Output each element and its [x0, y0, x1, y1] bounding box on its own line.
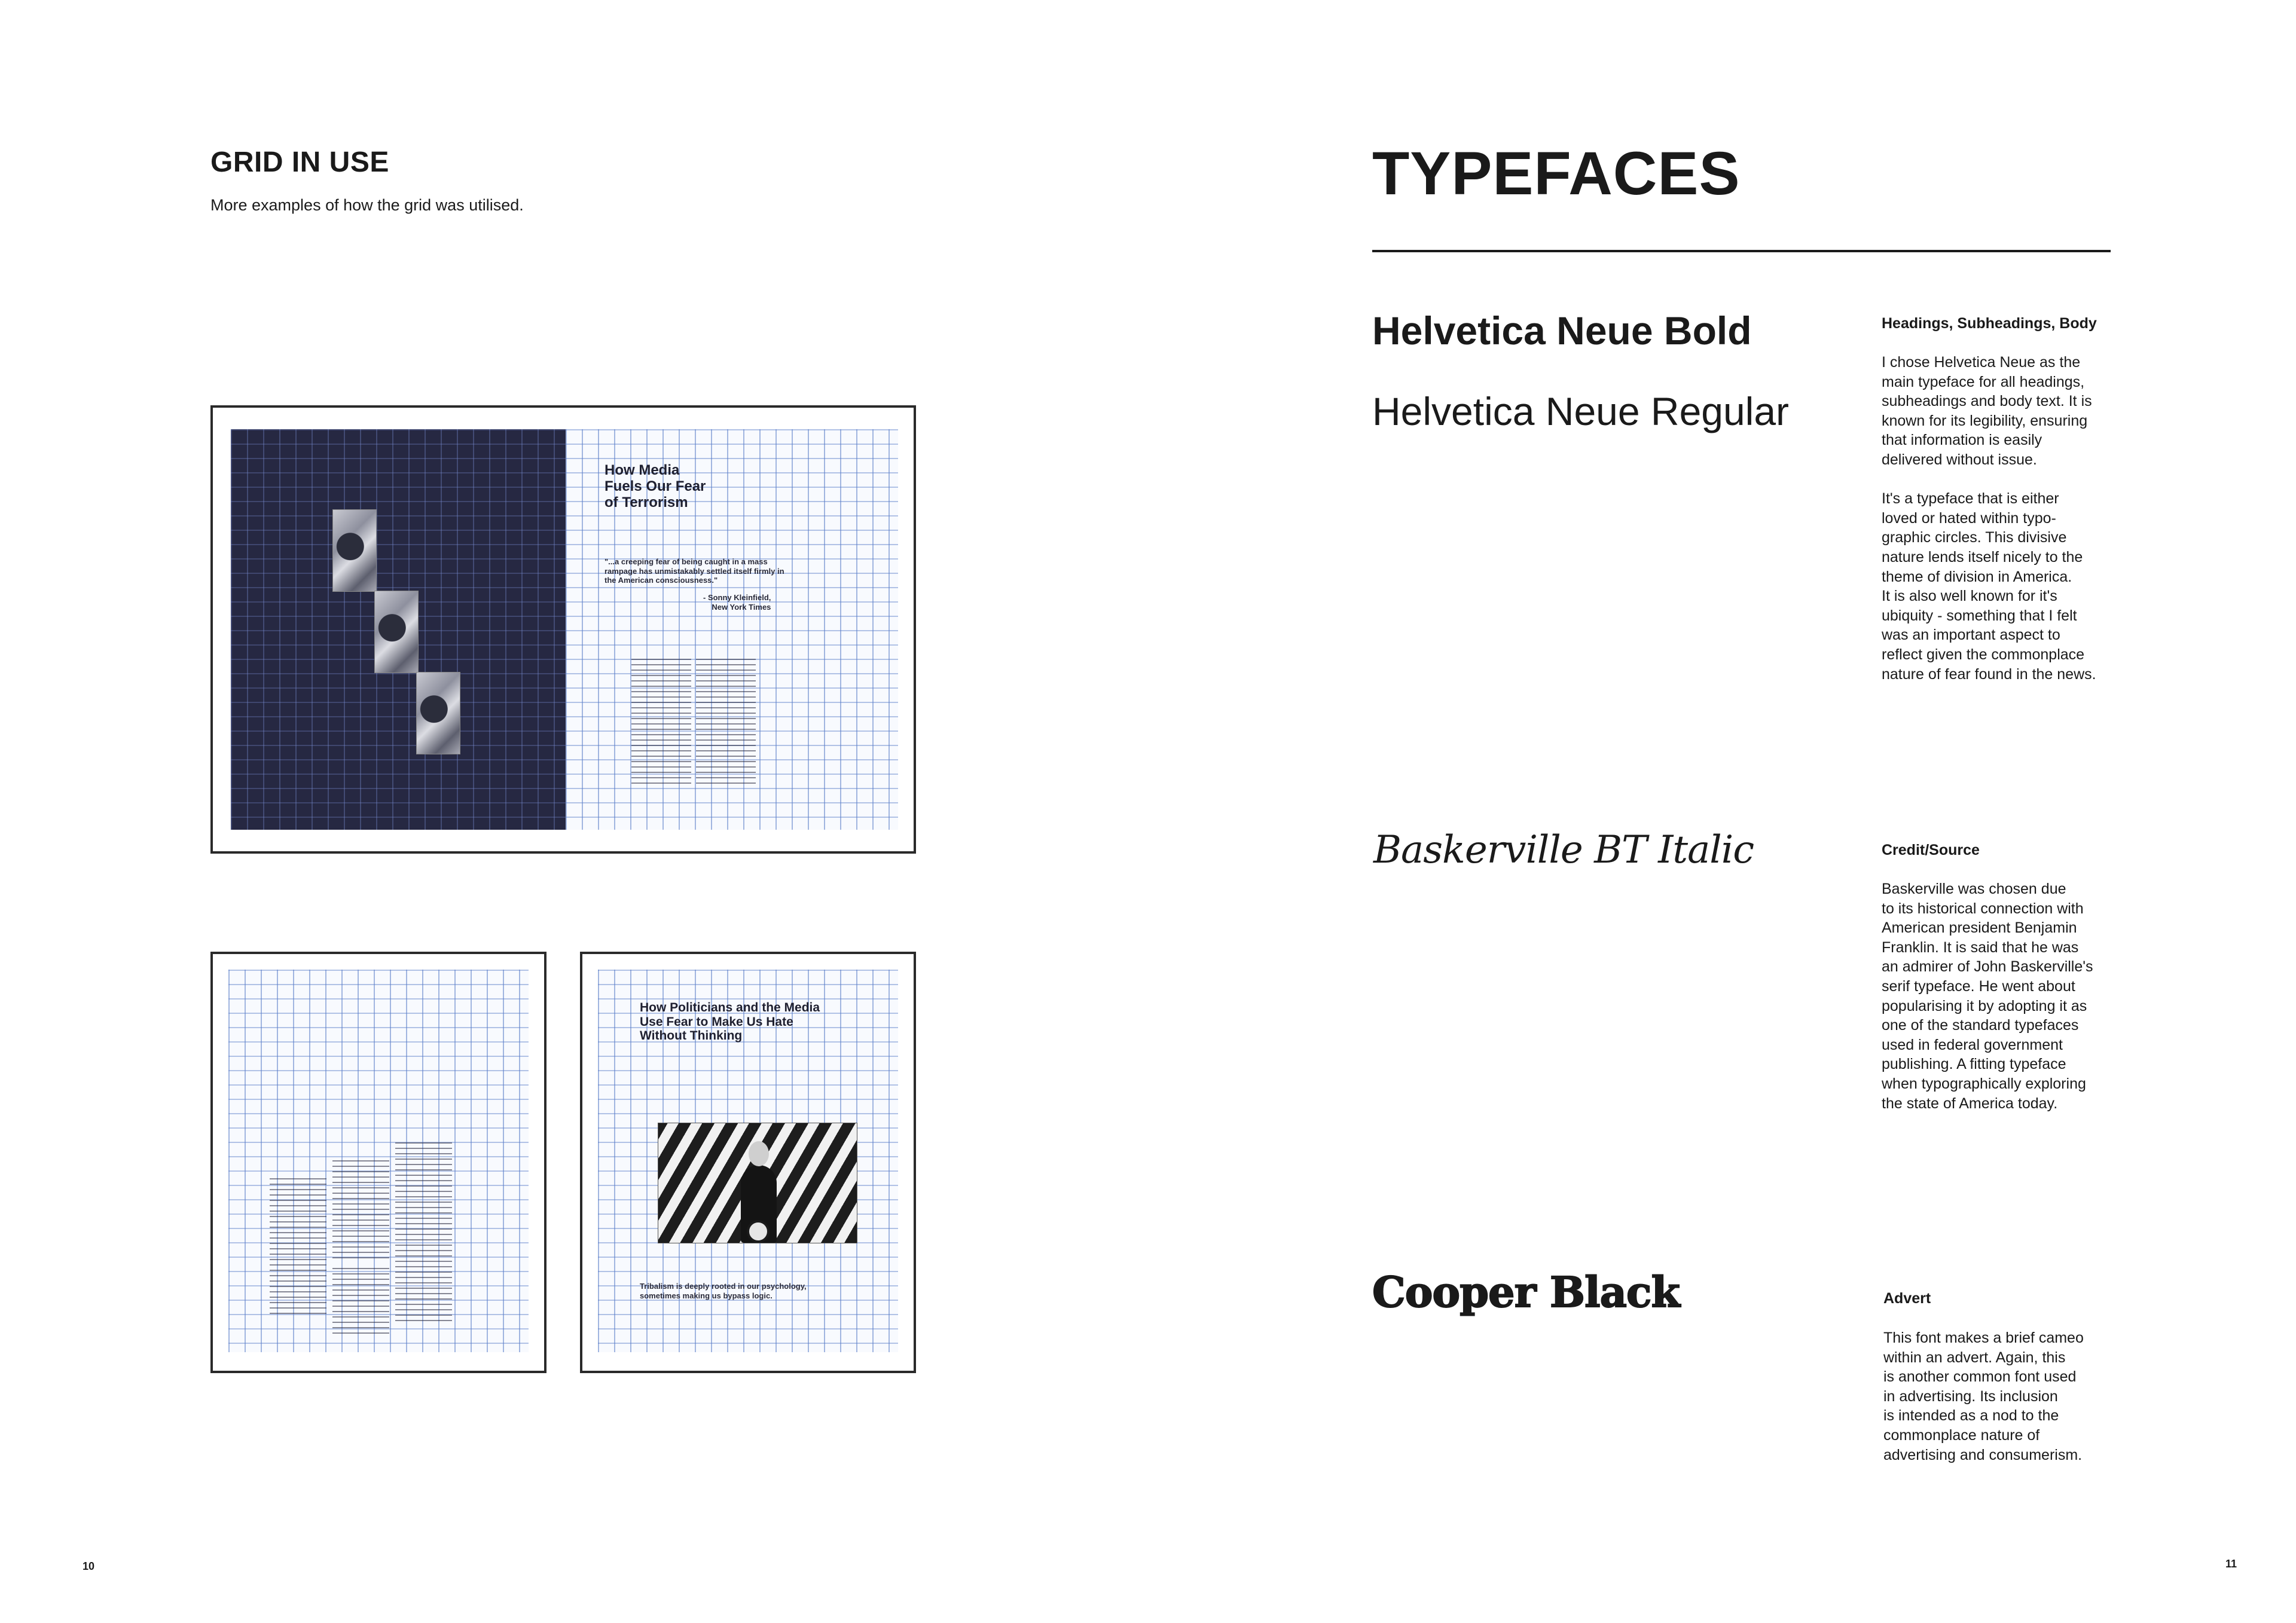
page-subtitle: More examples of how the grid was utilised.: [210, 196, 524, 214]
page-title-grid-in-use: GRID IN USE: [210, 146, 389, 178]
page-number-right: 11: [2225, 1558, 2237, 1570]
podium-seal: [747, 1220, 770, 1243]
grid-example-page-2: [210, 952, 546, 1373]
usage-heading-baskerville: Credit/Source: [1882, 842, 1980, 858]
font-sample-helvetica-regular: Helvetica Neue Regular: [1372, 389, 1790, 433]
title-divider: [1372, 250, 2111, 252]
page-title-typefaces: TYPEFACES: [1372, 139, 1741, 207]
description-baskerville: Baskerville was chosen due to its historical connection with American president Benjamin Franklin. It is said that he was an admirer of John Baskerville's serif typeface. He went about popularising it by adopting it as one of the standard typefaces used in federal government publishing. A fitting typeface when typographically exploring the state of America today.: [1882, 881, 2093, 1112]
photo-3: [416, 672, 460, 754]
page2-body-column-2: [332, 1160, 389, 1259]
spread1-quote: "...a creeping fear of being caught in a mass rampage has unmistakably settled itself firmly in the American consciousness.": [604, 557, 784, 585]
page2-body-column-4: [395, 1142, 452, 1325]
spread3-article-title: How Politicians and the Media Use Fear to Make Us Hate Without Thinking: [640, 1001, 820, 1043]
description-cooper: This font makes a brief cameo within an advert. Again, this is another common font used in advertising. Its inclusion is intended as a nod to the commonplace nature of advertising and consumerism.: [1883, 1329, 2084, 1463]
spread1-body-column-1: [631, 659, 691, 787]
page-number-left: 10: [83, 1560, 95, 1572]
grid-example-page-3: [580, 952, 916, 1373]
speaker-head: [749, 1141, 769, 1166]
usage-heading-helvetica: Headings, Subheadings, Body: [1882, 315, 2097, 332]
photo-2: [374, 591, 419, 673]
press-photo: [658, 1123, 857, 1243]
usage-heading-cooper: Advert: [1883, 1290, 1931, 1307]
font-sample-baskerville-italic: Baskerville BT Italic: [1373, 828, 1754, 872]
font-sample-cooper-black: Cooper Black: [1372, 1267, 1680, 1317]
spread1-article-title: How Media Fuels Our Fear of Terrorism: [604, 462, 706, 511]
page2-body-column-1: [270, 1178, 326, 1316]
spread3-quote: Tribalism is deeply rooted in our psychology, sometimes making us bypass logic.: [640, 1282, 807, 1300]
description-helvetica: I chose Helvetica Neue as the main typeface for all headings, subheadings and body text. It is known for its legibility, ensuring that information is easily delivered without issue. It's a typeface that is either loved or hated within typo- graphic circles. This divisive nature lends itself nicely to the theme of division in America. It is also well known for it's ubiquity - something that I felt was an important aspect to reflect given the commonplace nature of fear found in the news.: [1882, 354, 2096, 683]
page2-body-column-3: [332, 1268, 389, 1334]
grid-example-spread-1: [210, 405, 916, 854]
spread1-attribution: - Sonny Kleinfield, New York Times: [703, 593, 771, 612]
photo-1: [332, 509, 377, 592]
spread1-body-column-2: [696, 659, 756, 787]
font-sample-helvetica-bold: Helvetica Neue Bold: [1372, 308, 1752, 353]
